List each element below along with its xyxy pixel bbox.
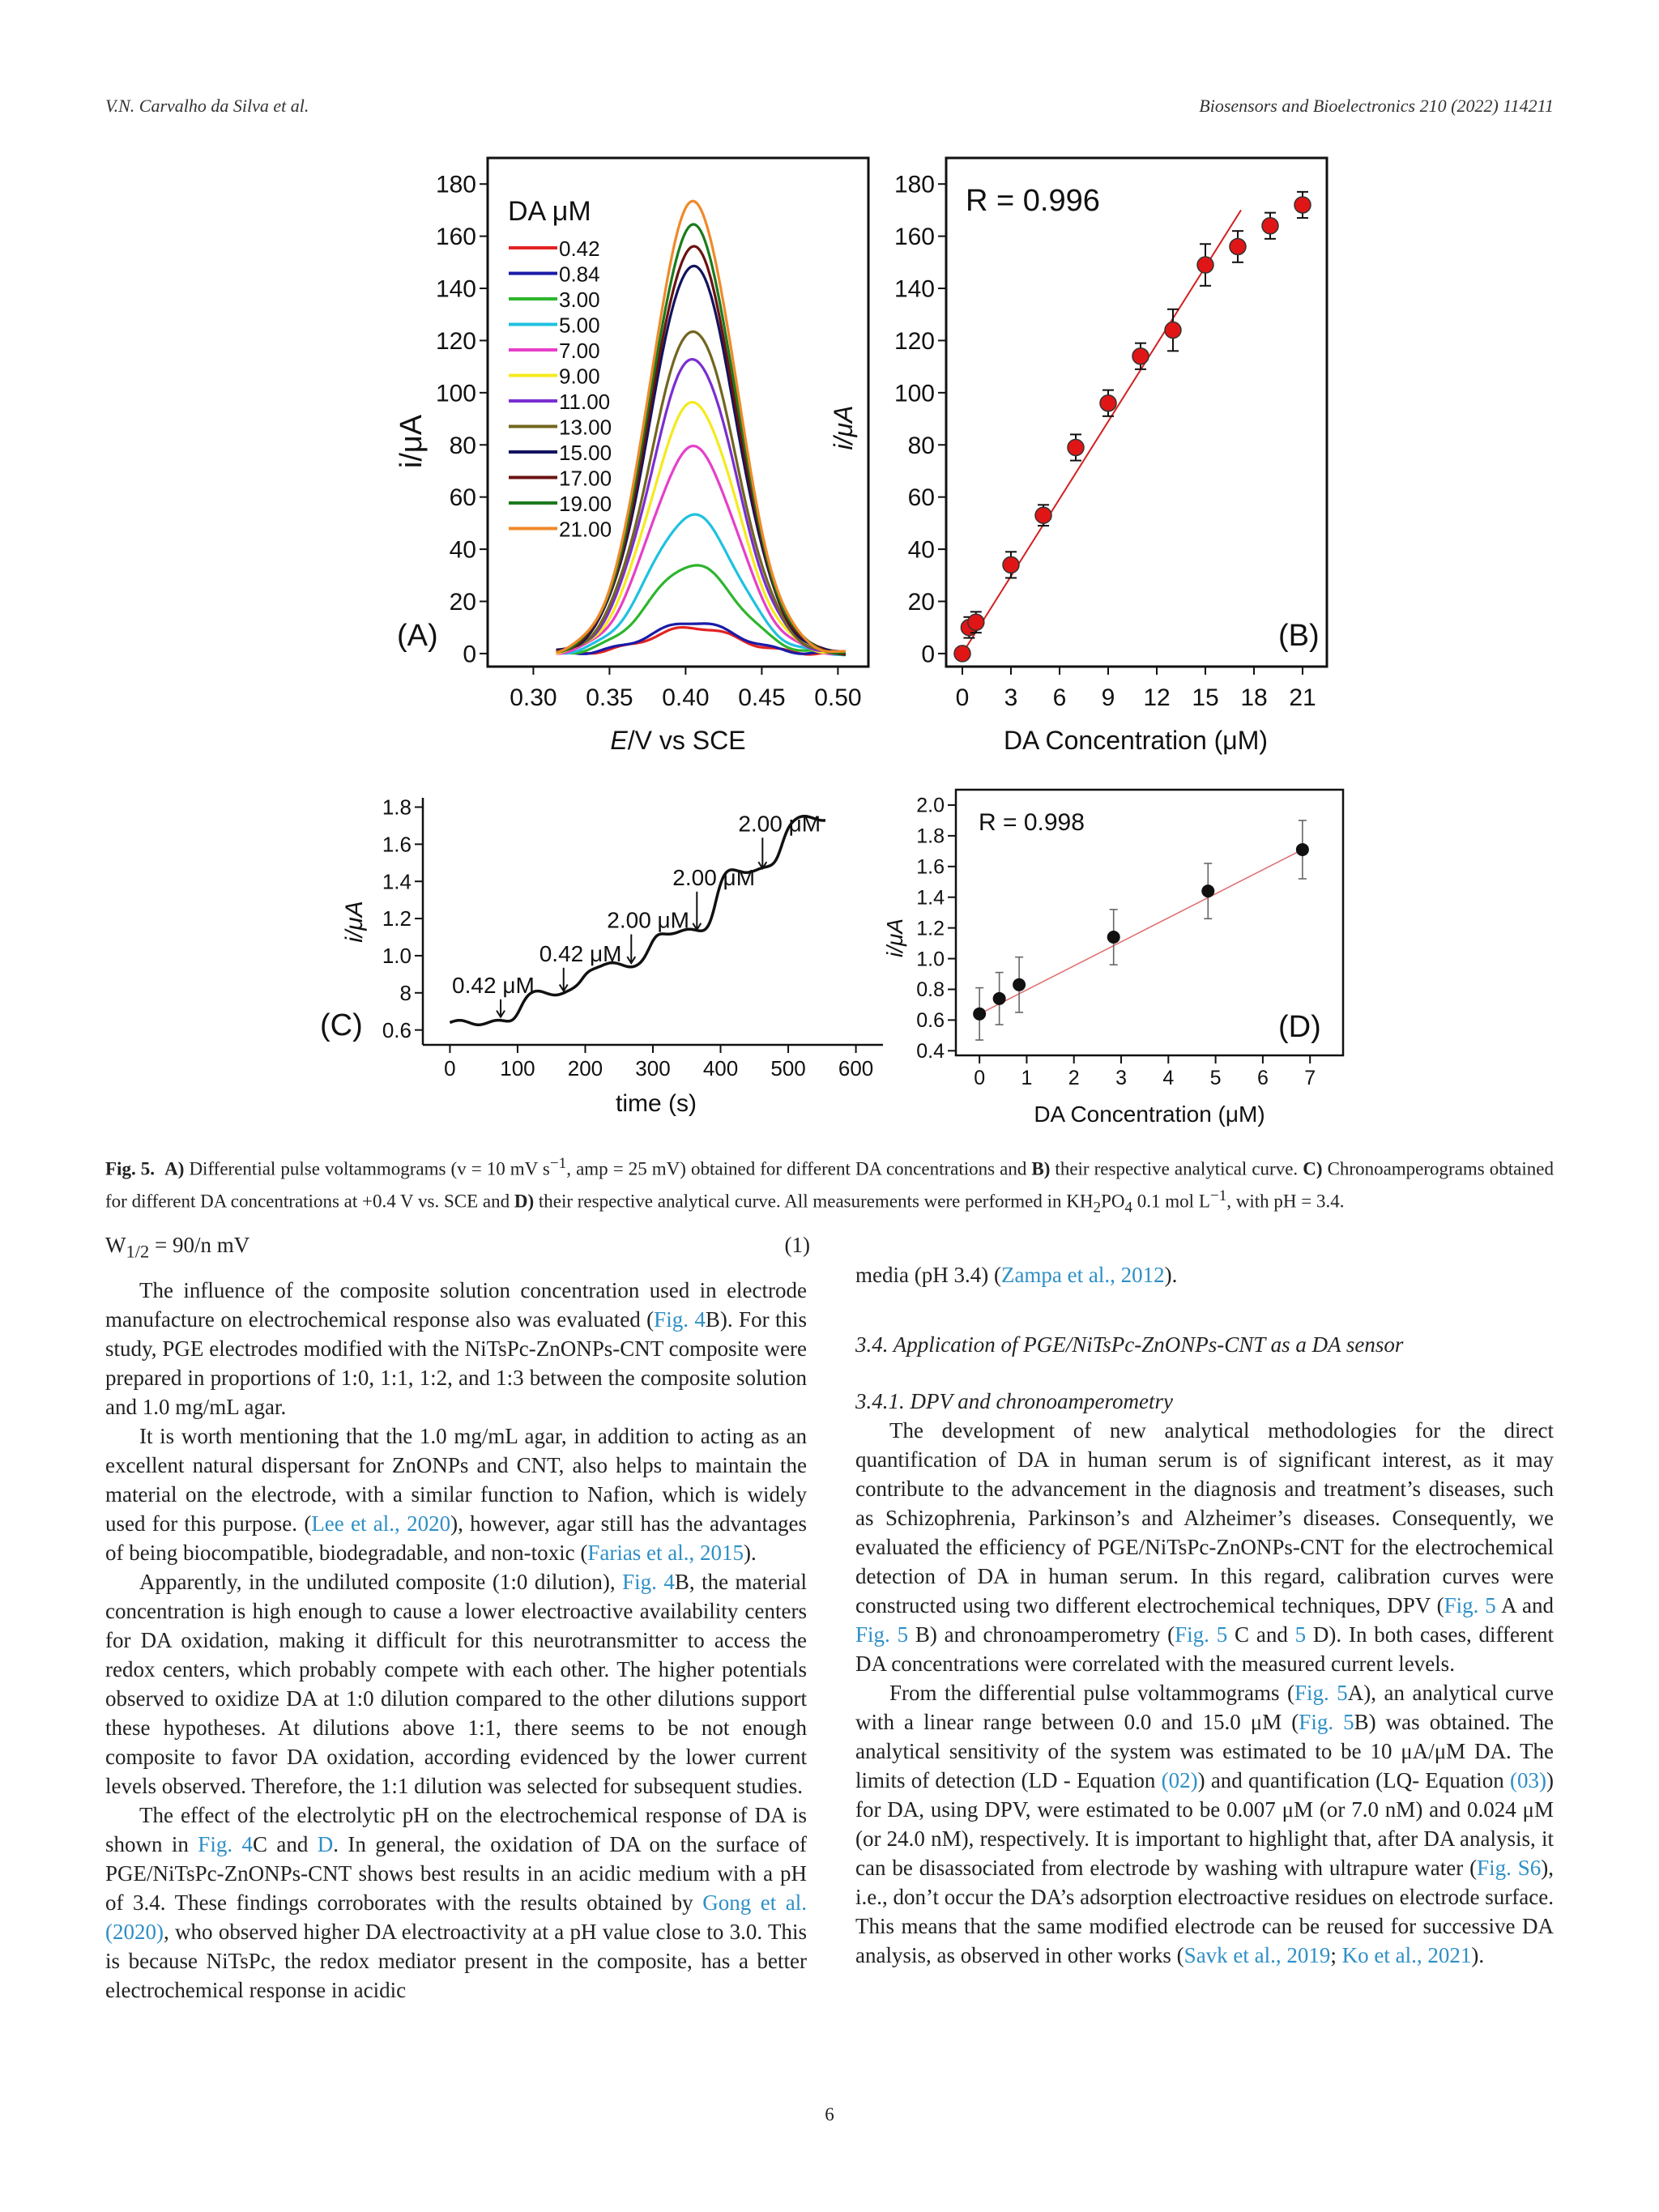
panel-a-chart: [394, 158, 868, 755]
y-tick-label: 1.2: [382, 906, 412, 931]
x-tick-label: 12: [1143, 684, 1171, 711]
equation-1: $W_{1/2} = 90/n$ mV (1): [105, 1233, 810, 1262]
y-tick-label: 0: [921, 641, 935, 668]
y-tick-label: 100: [435, 380, 476, 407]
paragraph: Apparently, in the undiluted composite (1:0 dilution), Fig. 4B, the material concentration is high enough to cause a lower electroactive availability centers for DA oxidation, making it difficult for this neurotransmitter to access the redox centers, which probably compete with each other. The higher potentials observed to oxidize DA at 1:0 dilution compared to the other dilutions support these hypotheses. At dilutions above 1:1, there seems to be not enough composite to favor DA oxidation, according evidenced by the lower current levels observed. Therefore, the 1:1 dilution was selected for subsequent studies.: [105, 1570, 807, 1798]
data-point: [1230, 238, 1246, 254]
citation-link[interactable]: Savk et al., 2019: [1183, 1943, 1331, 1967]
paragraph: It is worth mentioning that the 1.0 mg/mL agar, in addition to acting as an excellent natural dispersant for ZnONPs and CNT, also helps to maintain the material on the electrode, with a similar function to Nafion, which is widely used for this purpose. (Lee et al., 2020), however, agar still has the advantages of being biocompatible, biodegradable, and non-toxic (Farias et al., 2015).: [105, 1424, 807, 1565]
legend-entry: 17.00: [559, 466, 612, 491]
x-tick-label: 21: [1289, 684, 1316, 711]
panel-b-label: (B): [1278, 619, 1320, 653]
data-point: [1035, 507, 1051, 523]
panel-d-r-value: R = 0.998: [979, 809, 1085, 836]
x-tick-label: 5: [1209, 1067, 1222, 1089]
step-annotation: 2.00 μM: [672, 864, 756, 890]
paragraph: The effect of the electrolytic pH on the electrochemical response of DA is shown in Fig. 4C and D. In general, the oxidation of DA on the surface of PGE/NiTsPc-ZnONPs-CNT shows best results in an acidic medium with a pH of 3.4. These findings corroborates with the results obtained by Gong et al. (2020), who observed higher DA electroactivity at a pH value close to 3.0. This is because NiTsPc, the redox mediator present in the composite, has a better electrochemical response in acidic: [105, 1803, 807, 2002]
y-tick-label: 1.2: [916, 917, 945, 940]
x-tick-label: 3: [1115, 1067, 1127, 1089]
panel-a-label: (A): [397, 619, 438, 653]
citation-link[interactable]: Farias et al., 2015: [587, 1541, 744, 1565]
paragraph: The development of new analytical methodologies for the direct quantification of DA in human serum is of significant interest, as it may contribute to the advancement in the diagnosis and treatment’s diseases, such as Schizophrenia, Parkinson’s and Alzheimer’s diseases. Consequently, we evaluated the efficiency of PGE/NiTsPc-ZnONPs-CNT for the electrochemical detection of DA in human serum. In this regard, calibration curves were constructed using two different electrochemical techniques, DPV (Fig. 5 A and Fig. 5 B) and chronoamperometry (Fig. 5 C and 5 D). In both cases, different DA concentrations were correlated with the measured current levels.: [855, 1418, 1555, 1676]
y-tick-label: 180: [435, 171, 476, 198]
figure-link[interactable]: Fig. 4: [198, 1832, 253, 1856]
y-tick-label: 100: [893, 380, 935, 407]
figure-link[interactable]: 5: [1294, 1622, 1307, 1647]
citation-link[interactable]: Lee et al., 2020: [311, 1511, 451, 1536]
panel-b-chart: [829, 158, 1327, 755]
panel-d-xlabel: DA Concentration (μM): [1034, 1102, 1265, 1127]
panel-a-xlabel: E/V vs SCE: [610, 726, 746, 755]
y-tick-label: 80: [449, 432, 476, 459]
linear-fit-line: [979, 850, 1303, 1014]
x-tick-label: 300: [635, 1056, 671, 1080]
figure-link[interactable]: D: [317, 1832, 334, 1856]
running-header-journal: Biosensors and Bioelectronics 210 (2022) 114211: [1199, 96, 1554, 116]
panel-b-xlabel: DA Concentration (μM): [1003, 726, 1269, 755]
y-tick-label: 2.0: [916, 794, 945, 817]
panel-a-ylabel: i/μA: [394, 414, 429, 469]
data-point: [1201, 884, 1214, 897]
legend-entry: 11.00: [559, 390, 611, 414]
x-tick-label: 7: [1304, 1067, 1316, 1089]
y-tick-label: 40: [449, 536, 476, 564]
x-tick-label: 200: [567, 1056, 603, 1080]
x-tick-label: 4: [1162, 1067, 1175, 1089]
y-tick-label: 160: [435, 224, 476, 251]
step-annotation: 2.00 μM: [607, 907, 690, 933]
data-point: [1294, 197, 1311, 213]
panel-c-chart: [320, 795, 883, 1117]
linear-fit-line: [962, 210, 1241, 653]
x-tick-label: 15: [1192, 684, 1219, 711]
panel-d-chart: [882, 790, 1343, 1127]
legend-entry: 21.00: [559, 517, 612, 542]
figure-link[interactable]: Fig. 4: [654, 1307, 706, 1332]
legend-entry: 15.00: [559, 441, 612, 465]
y-tick-label: 0.6: [382, 1017, 412, 1042]
step-annotation: 0.42 μM: [539, 940, 622, 966]
paragraph: From the differential pulse voltammograms (Fig. 5A), an analytical curve with a linear range between 0.0 and 15.0 μM (Fig. 5B) was obtained. The analytical sensitivity of the system was estimated to be 10 μA/μM DA. The limits of detection (LD - Equation (02)) and quantification (LQ- Equation (03)) for DA, using DPV, were estimated to be 0.007 μM (or 7.0 nM) and 0.024 μM (or 24.0 nM), respectively. It is important to highlight that, after DA analysis, it can be disassociated from electrode by washing with ultrapure water (Fig. S6), i.e., don’t occur the DA’s adsorption electroactive residues on electrode surface. This means that the same modified electrode can be reused for successive DA analysis, as observed in other works (Savk et al., 2019; Ko et al., 2021).: [855, 1681, 1554, 1967]
x-tick-label: 400: [702, 1056, 739, 1080]
figure-link[interactable]: Fig. 5: [1175, 1622, 1228, 1647]
x-tick-label: 0: [444, 1056, 456, 1080]
step-annotation: 0.42 μM: [452, 972, 535, 998]
figure-link[interactable]: Fig. S6: [1477, 1856, 1542, 1880]
y-tick-label: 140: [893, 275, 935, 303]
panel-c-xlabel: time (s): [616, 1090, 697, 1117]
panel-b-r-value: R = 0.996: [966, 184, 1100, 218]
panel-b-ylabel: i/μA: [829, 405, 858, 450]
y-tick-label: 120: [435, 327, 476, 355]
data-point: [973, 1008, 986, 1021]
x-tick-label: 0: [974, 1067, 986, 1089]
right-column: [855, 1260, 1554, 1970]
panel-c-ylabel: i/μA: [341, 901, 368, 943]
data-point: [1100, 395, 1116, 411]
x-tick-label: 6: [1052, 684, 1067, 711]
step-annotation: 2.00 μM: [738, 811, 821, 837]
data-point: [1068, 439, 1084, 455]
equation-number: (1): [784, 1233, 810, 1257]
y-tick-label: 1.4: [382, 869, 412, 894]
figure-link[interactable]: Fig. 5: [1299, 1710, 1354, 1734]
data-point: [1296, 843, 1309, 856]
x-tick-label: 0.50: [814, 684, 862, 711]
x-tick-label: 0.40: [662, 684, 710, 711]
data-point: [968, 614, 984, 630]
subsection-heading: 3.4.1. DPV and chronoamperometry: [855, 1389, 1173, 1413]
legend-entry: 9.00: [559, 364, 600, 389]
equation-link[interactable]: (03): [1510, 1768, 1546, 1792]
data-point: [993, 992, 1006, 1005]
figure-link[interactable]: Fig. 4: [622, 1570, 675, 1594]
y-tick-label: 1.4: [916, 886, 945, 910]
x-tick-label: 18: [1240, 684, 1268, 711]
legend-entry: 5.00: [559, 313, 600, 338]
y-tick-label: 0: [463, 641, 476, 668]
y-tick-label: 80: [907, 432, 935, 459]
y-tick-label: 20: [907, 588, 935, 616]
panel-c-label: (C): [320, 1008, 363, 1042]
legend-entry: 7.00: [559, 339, 600, 363]
legend-entry: 0.84: [559, 262, 600, 287]
x-tick-label: 0.30: [510, 684, 557, 711]
y-tick-label: 60: [907, 484, 935, 512]
data-point: [1107, 931, 1120, 944]
equation-link[interactable]: (02): [1161, 1768, 1198, 1792]
legend-entry: 13.00: [559, 415, 612, 440]
running-header-authors: V.N. Carvalho da Silva et al.: [105, 96, 309, 116]
panel-a-legend-title: DA μM: [508, 196, 591, 227]
y-tick-label: 0.6: [916, 1009, 945, 1033]
x-tick-label: 3: [1004, 684, 1018, 711]
x-tick-label: 100: [500, 1056, 535, 1080]
legend-entry: 0.42: [559, 237, 600, 261]
y-tick-label: 0.4: [916, 1040, 945, 1063]
left-column: [105, 1276, 807, 2005]
x-tick-label: 6: [1256, 1067, 1269, 1089]
y-tick-label: 40: [907, 536, 935, 564]
panel-d-label: (D): [1278, 1010, 1321, 1044]
figure-caption: Fig. 5. A) Differential pulse voltammograms (v = 10 mV $s^{-1}$, amp = 25 mV) obtained for different DA concentrations and B) their respective analytical curve. C) Chronoamperograms obtained for different DA concentrations at +0.4 V vs. SCE and D) their respective analytical curve. All measurements were performed in $KH_2PO_4$ 0.1 mol $L^{-1}$, with pH = 3.4.: [105, 1155, 1554, 1216]
y-tick-label: 0.8: [916, 978, 945, 1002]
figure-link[interactable]: Fig. 5: [1294, 1681, 1348, 1705]
legend-entry: 19.00: [559, 492, 612, 516]
x-tick-label: 2: [1068, 1067, 1080, 1089]
citation-link[interactable]: Zampa et al., 2012: [1000, 1263, 1165, 1287]
y-tick-label: 8: [399, 980, 412, 1005]
y-tick-label: 1.0: [382, 944, 412, 969]
data-point: [1132, 348, 1149, 364]
y-tick-label: 180: [893, 171, 935, 198]
x-tick-label: 0.35: [586, 684, 633, 711]
y-tick-label: 1.0: [916, 948, 945, 971]
y-tick-label: 160: [893, 224, 935, 251]
legend-entry: 3.00: [559, 288, 600, 312]
y-tick-label: 120: [893, 327, 935, 355]
citation-link[interactable]: Gong et al. (2020): [105, 1890, 807, 1944]
y-tick-label: 20: [449, 588, 476, 616]
y-tick-label: 60: [449, 484, 476, 512]
data-point: [1197, 257, 1213, 273]
y-tick-label: 140: [435, 275, 476, 303]
section-heading: 3.4. Application of PGE/NiTsPc-ZnONPs-CNT as a DA sensor: [855, 1332, 1404, 1357]
data-point: [1262, 218, 1278, 234]
figure-link[interactable]: Fig. 5: [855, 1622, 909, 1647]
x-tick-label: 0.45: [738, 684, 786, 711]
panel-d-ylabel: i/μA: [882, 918, 907, 958]
x-tick-label: 9: [1101, 684, 1115, 711]
y-tick-label: 1.6: [382, 832, 412, 857]
page-number: 6: [825, 2104, 834, 2125]
data-point: [1165, 322, 1181, 339]
x-tick-label: 600: [838, 1056, 874, 1080]
figure-link[interactable]: Fig. 5: [1444, 1593, 1496, 1617]
x-tick-label: 500: [770, 1056, 806, 1080]
paragraph: The influence of the composite solution concentration used in electrode manufacture on electrochemical response also was evaluated (Fig. 4B). For this study, PGE electrodes modified with the NiTsPc-ZnONPs-CNT composite were prepared in proportions of 1:0, 1:1, 1:2, and 1:3 between the composite solution and 1.0 mg/mL agar.: [105, 1278, 807, 1419]
data-point: [1013, 978, 1026, 991]
x-tick-label: 1: [1021, 1067, 1033, 1089]
y-tick-label: 1.8: [382, 795, 412, 820]
paragraph: media (pH 3.4) (Zampa et al., 2012).: [855, 1263, 1178, 1287]
citation-link[interactable]: Ko et al., 2021: [1341, 1943, 1472, 1967]
data-point: [954, 646, 970, 662]
data-point: [1003, 556, 1019, 573]
y-tick-label: 1.6: [916, 855, 945, 879]
x-tick-label: 0: [955, 684, 970, 711]
y-tick-label: 1.8: [916, 825, 945, 848]
